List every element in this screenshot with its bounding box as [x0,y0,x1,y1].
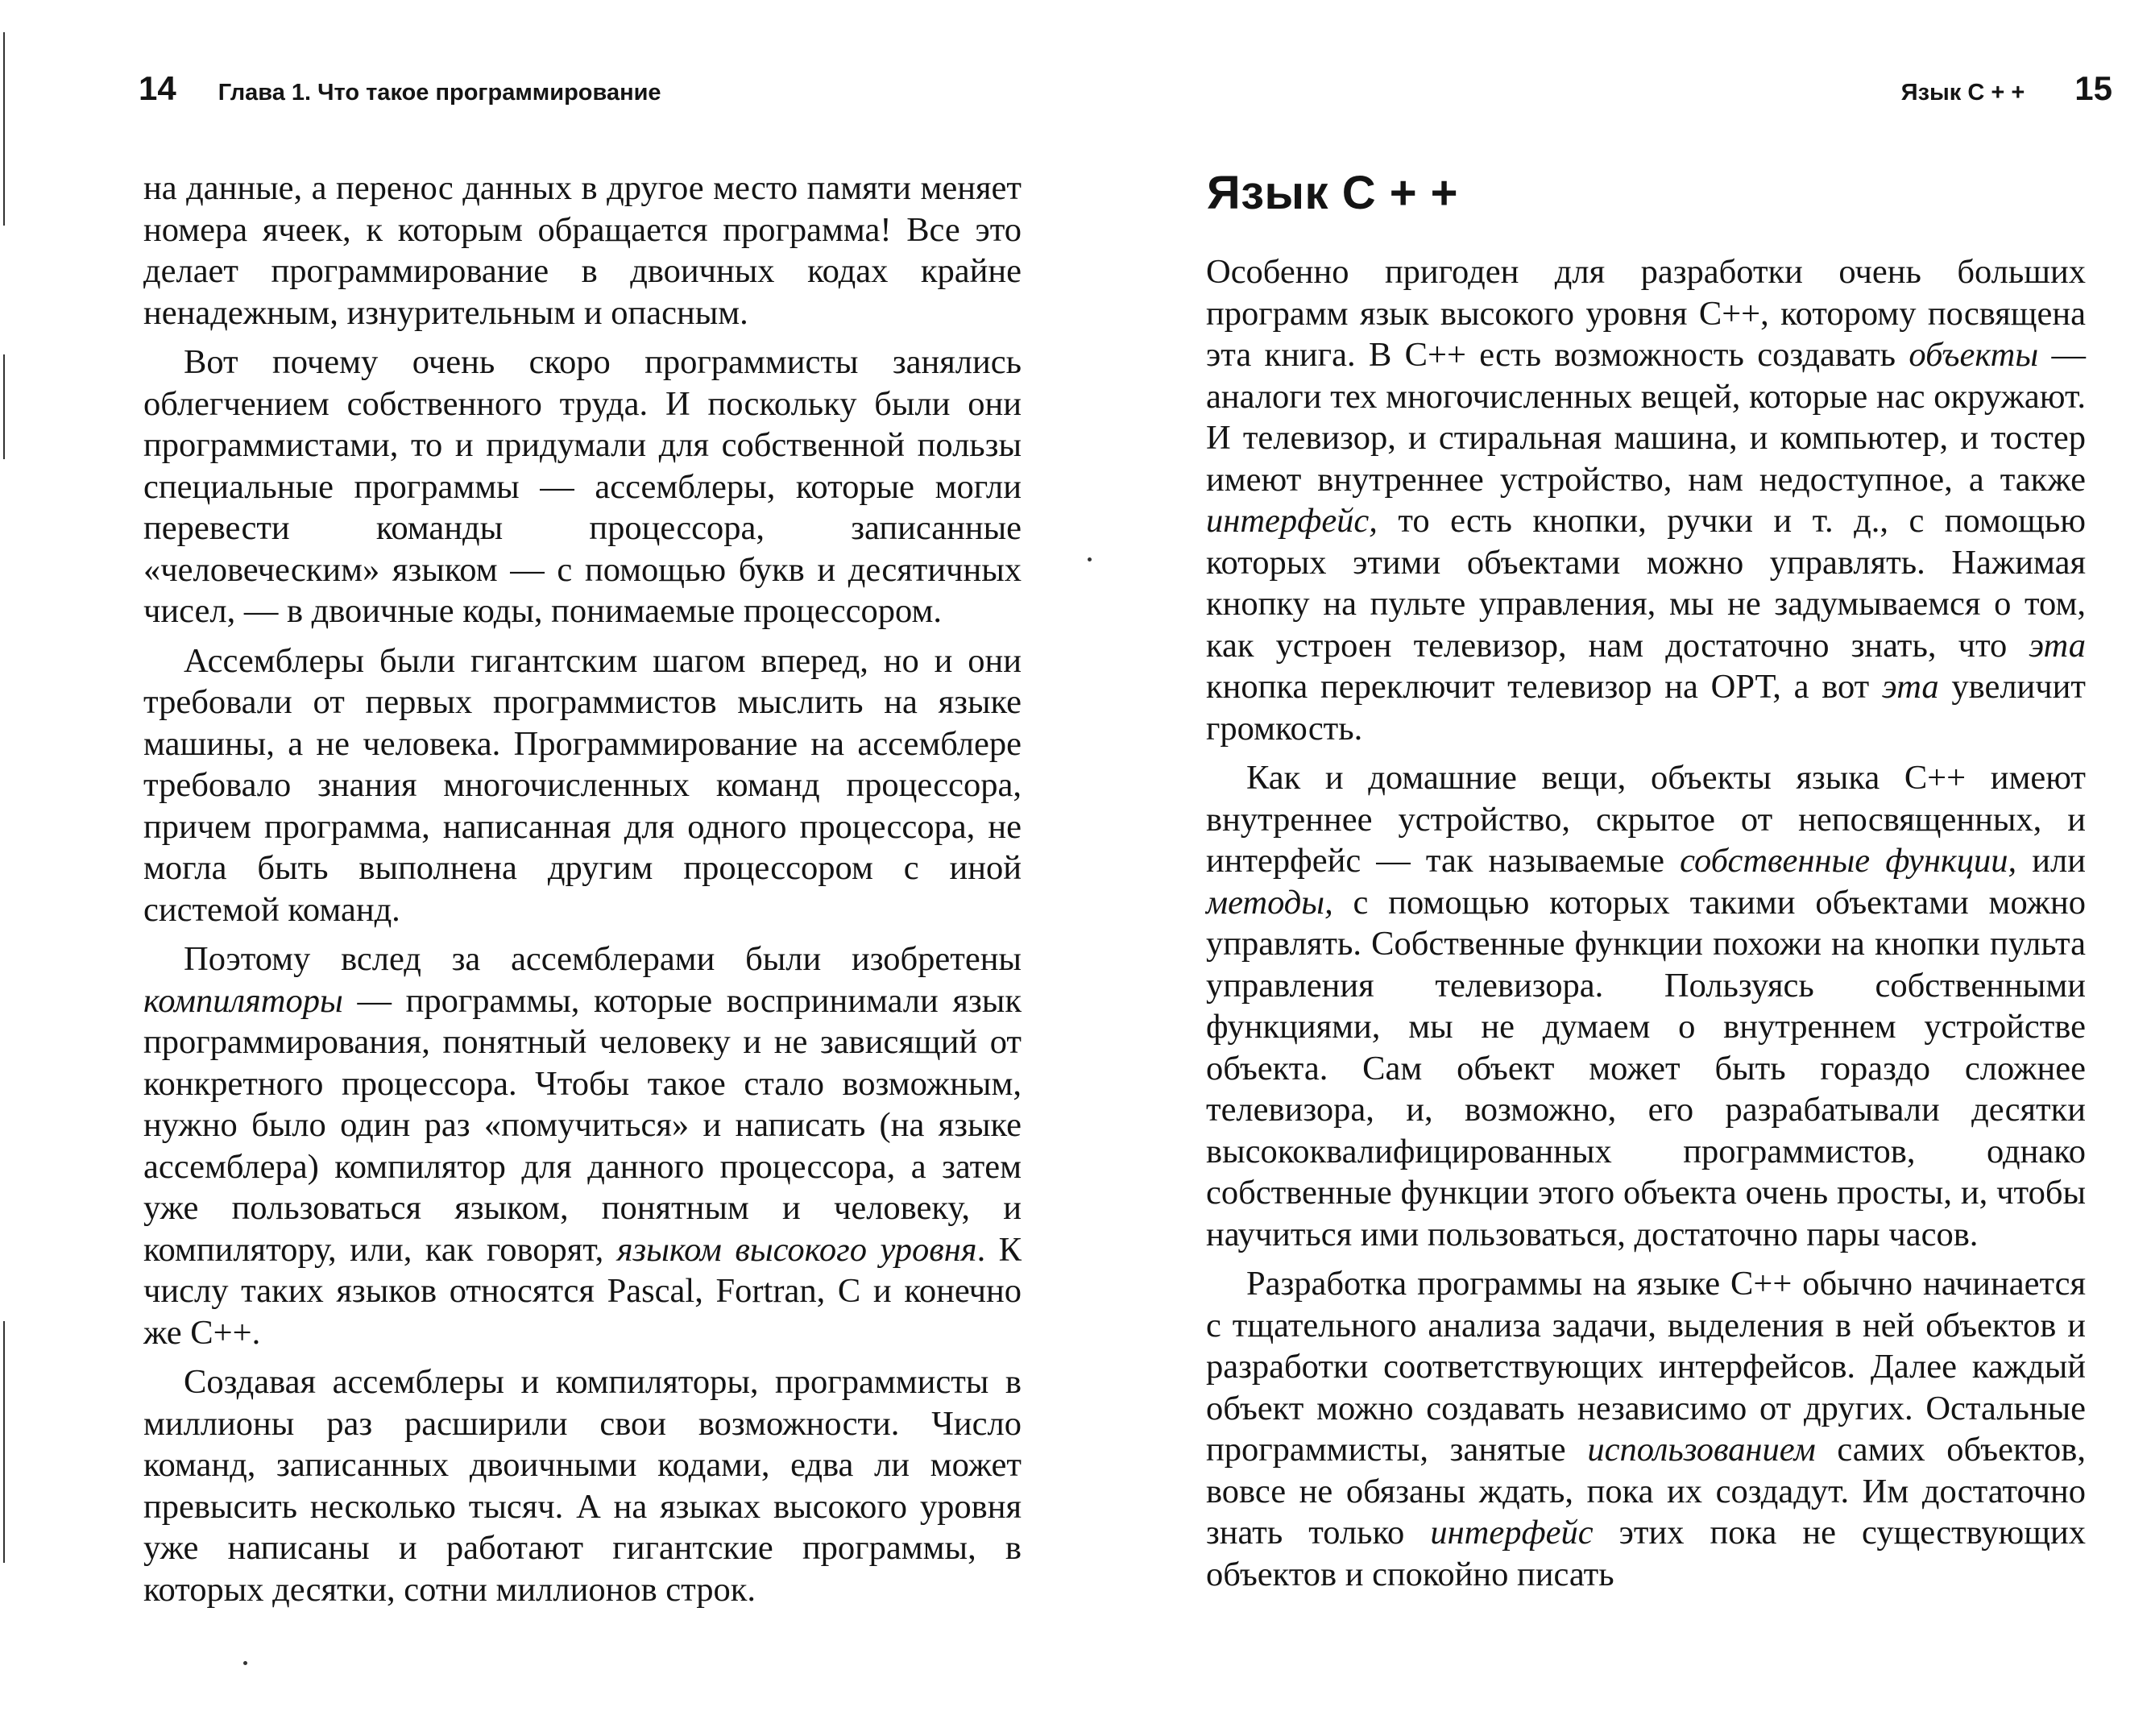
right-running-head-title: Язык С + + [1900,80,2025,106]
paragraph: Как и домашние вещи, объекты языка С++ имеют внутреннее устройство, скрытое от непосвященных, и интерфейс — так называемые собственные функции, или методы, с помощью которых такими объектами можно управлять. Собственные функции похожи на кнопки пульта управления телевизора. Пользуясь собственными функциями, мы не думаем о внутреннем устройстве объекта. Сам объект может быть гораздо сложнее телевизора, и, возможно, его разрабатывали десятки высококвалифицированных программистов, однако собственные функции этого объекта очень просты, и, чтобы научиться ими пользоваться, достаточно пары часов. [1206,759,2086,1253]
term-this: эта [2029,626,2086,665]
paragraph: Поэтому вслед за ассемблерами были изобретены компиляторы — программы, которые воспринимали язык программирования, понятный человеку и не зависящий от конкретного процессора. Чтобы такое стало возможным, нужно было один раз «помучиться» и написать (на языке ассемблера) компилятор для данного процессора, а затем уже пользоваться языком, понятным и человеку, и компилятору, или, как говорят, языком высокого уровня. К числу таких языков относятся Pascal, Fortran, С и конечно же С++. [143,940,1022,1352]
paragraph: Разработка программы на языке С++ обычно начинается с тщательного анализа задачи, выделения в ней объектов и разработки соответствующих интерфейсов. Далее каждый объект можно создавать независимо от других. Остальные программисты, занятые использованием самих объектов, вовсе не обязаны ждать, пока их создадут. Им достаточно знать только интерфейс этих пока не существующих объектов и спокойно писать [1206,1265,2086,1593]
term-this: эта [1882,668,1939,706]
term-high-level-language: языком высокого уровня [616,1230,977,1269]
right-running-head [1901,69,2112,108]
term-own-functions: собственные функции, [1680,842,2017,880]
left-running-head-title: Глава 1. Что такое программирование [218,80,661,106]
paragraph: Вот почему очень скоро программисты занялись облегчением собственного труда. И поскольку были они программистами, то и придумали для собственной пользы специальные программы — ассемблеры, которые могли перевести команды процессора, записанные «человеческим» языком — с помощью букв и десятичных чисел, — в двоичные коды, понимаемые процессором. [143,343,1022,630]
section-heading: Язык С + + [1207,167,1459,219]
right-body-text [1206,251,2086,1603]
paragraph: Создавая ассемблеры и компиляторы, программисты в миллионы раз расширили свои возможности. Число команд, записанных двоичными кодами, едва ли может превысить несколько тысяч. А на языках высокого уровня уже написаны и работают гигантские программы, в которых десятки, сотни миллионов строк. [143,1363,1022,1609]
left-running-head [139,69,661,108]
right-page-number: 15 [2074,69,2112,107]
term-usage: использованием [1587,1431,1816,1469]
term-objects: объекты [1909,336,2039,374]
term-compilers: компиляторы [143,981,343,1020]
paragraph: Ассемблеры были гигантским шагом вперед, но и они требовали от первых программистов мыслить на языке машины, а не человека. Программирование на ассемблере требовало знания многочисленных команд процессора, причем программа, написанная для одного процессора, не могла быть выполнена другим процессором с иной системой команд. [143,641,1022,929]
term-methods: методы, [1206,883,1333,922]
term-interface: интерфейс [1430,1514,1594,1552]
right-page [1076,0,2151,1736]
term-interface: интерфейс, [1206,502,1378,540]
paragraph: на данные, а перенос данных в другое место памяти меняет номера ячеек, к которым обращается программа! Все это делает программирование в двоичных кодах крайне ненадежным, изнурительным и опасным. [143,169,1022,332]
paragraph: Особенно пригоден для разработки очень больших программ язык высокого уровня С++, которому посвящена эта книга. В С++ есть возможность создавать объекты — аналоги тех многочисленных вещей, которые нас окружают. И телевизор, и стиральная машина, и компьютер, и тостер имеют внутреннее устройство, нам недоступное, а также интерфейс, то есть кнопки, ручки и т. д., с помощью которых этими объектами можно управлять. Нажимая кнопку на пульте управления, мы не задумываемся о том, как устроен телевизор, нам достаточно знать, что эта кнопка переключит телевизор на ОРТ, а вот эта увеличит громкость. [1206,253,2086,748]
left-page-number: 14 [139,69,176,107]
left-body-text [143,168,1022,1618]
